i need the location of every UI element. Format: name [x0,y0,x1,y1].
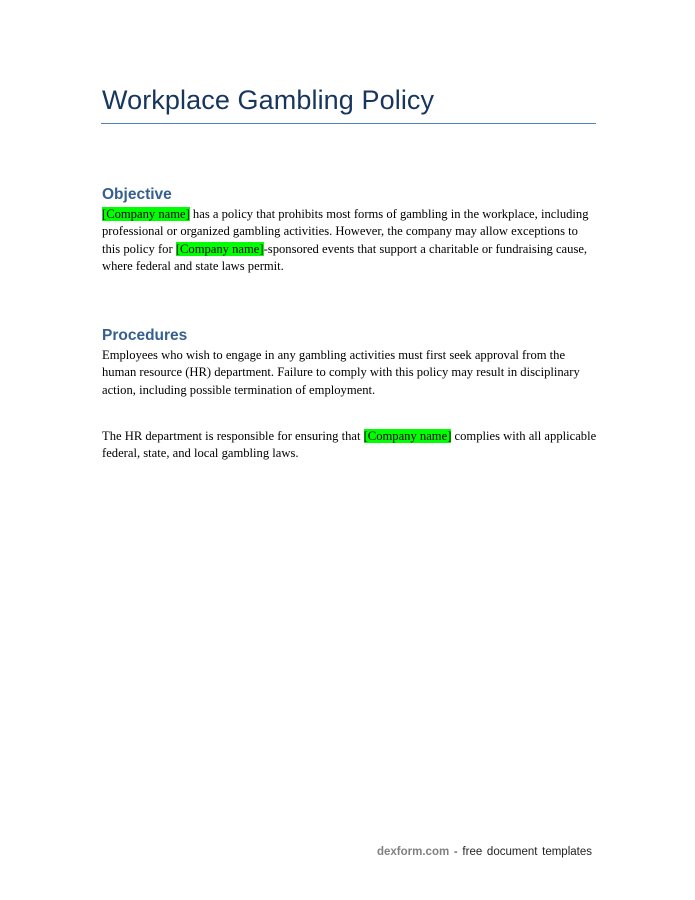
procedures-text-part-2: complies with all applicable federal, state, and local gambling laws. [102,429,597,461]
title-underline-rule [101,123,596,124]
procedures-heading: Procedures [102,327,188,344]
footer-attribution [377,846,592,858]
procedures-text-part-1: The HR department is responsible for ensuring that [102,429,364,443]
footer-tagline: - free document templates [449,846,592,858]
footer-brand-link[interactable]: dexform.com [376,846,450,858]
company-name-placeholder: [Company name] [175,241,264,256]
objective-text-part-2: -sponsored events that support a charitable or fundraising cause, where federal and state laws permit. [102,241,588,273]
objective-heading: Objective [102,186,172,203]
procedures-paragraph-2 [102,428,597,463]
company-name-placeholder: [Company name] [102,207,190,221]
company-name-placeholder: [Company name] [363,429,452,443]
document-title: Workplace Gambling Policy [102,85,435,115]
objective-paragraph [102,206,597,275]
procedures-paragraph-1: Employees who wish to engage in any gambling activities must first seek approval from the human resource (HR) department. Failure to comply with this policy may result in disciplinary action, including possible termination of employment. [102,348,580,397]
objective-text-part-1: has a policy that prohibits most forms of gambling in the workplace, including professional or organized gambling activities. However, the company may allow exceptions to this policy for [102,207,589,256]
